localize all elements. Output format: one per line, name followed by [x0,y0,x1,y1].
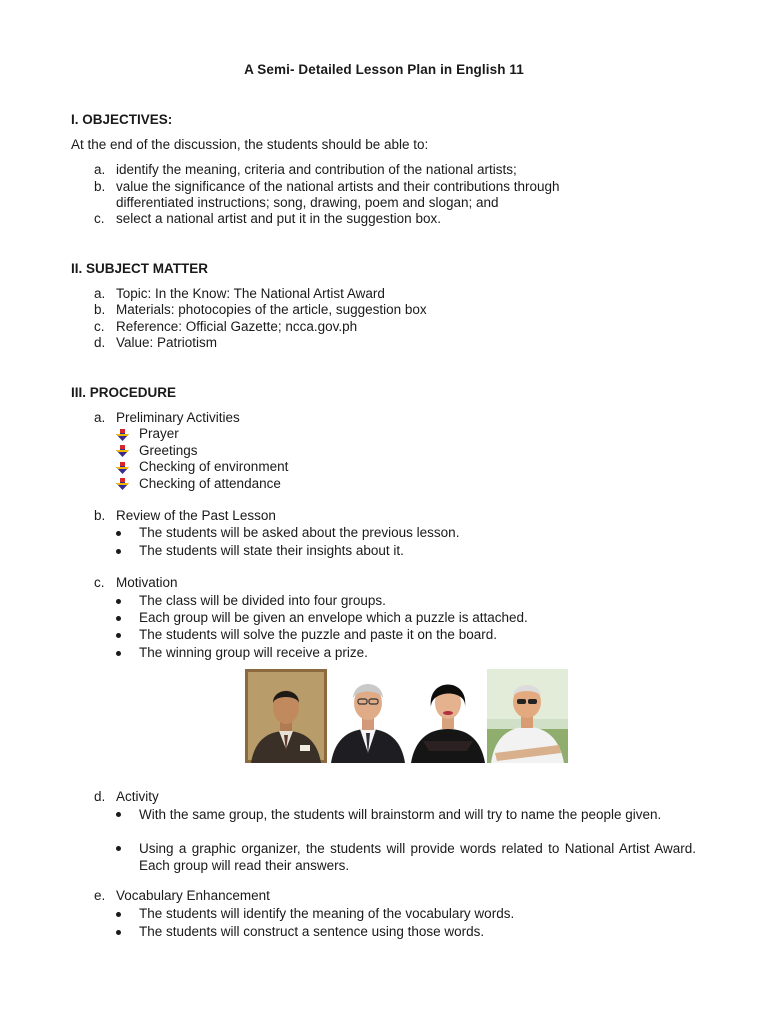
artist-photo-man-suit [327,669,409,763]
objective-item-b-line2: differentiated instructions; song, drawing, poem and slogan; and [116,195,499,210]
motivation-item: Each group will be given an envelope which a puzzle is attached. [139,610,528,625]
list-marker: a. [94,410,106,425]
document-title: A Semi- Detailed Lesson Plan in English 11 [244,62,524,77]
bullet-dot [116,846,121,851]
arrow-bullet-icon [116,429,129,441]
arrow-bullet-icon [116,462,129,474]
objective-item-c: select a national artist and put it in the suggestion box. [116,211,441,226]
list-marker: b. [94,302,106,317]
procedure-heading: III. PROCEDURE [71,385,177,400]
list-marker: c. [94,211,105,226]
list-marker: a. [94,286,106,301]
list-marker: a. [94,162,106,177]
list-marker: b. [94,508,106,523]
motivation-title: Motivation [116,575,178,590]
preliminary-item: Prayer [139,426,179,441]
subject-value: Value: Patriotism [116,335,218,350]
bullet-dot [116,651,121,656]
preliminary-item: Greetings [139,443,198,458]
bullet-dot [116,549,121,554]
objectives-heading: I. OBJECTIVES: [71,112,173,127]
list-marker: e. [94,888,106,903]
motivation-item: The class will be divided into four groups. [139,593,386,608]
objective-item-b-line1: value the significance of the national artists and their contributions through [116,179,560,194]
list-marker: b. [94,179,106,194]
arrow-bullet-icon [116,478,129,490]
bullet-dot [116,812,121,817]
subject-topic: Topic: In the Know: The National Artist Award [116,286,385,301]
preliminary-item: Checking of attendance [139,476,281,491]
list-marker: d. [94,789,106,804]
review-item: The students will be asked about the previous lesson. [139,525,460,540]
review-title: Review of the Past Lesson [116,508,276,523]
bullet-dot [116,633,121,638]
list-marker: c. [94,575,105,590]
bullet-dot [116,599,121,604]
artist-photo-woman [409,669,487,763]
vocabulary-item: The students will identify the meaning of the vocabulary words. [139,906,515,921]
bullet-dot [116,531,121,536]
activity-item: Using a graphic organizer, the students will provide words related to National Artist Award. Each group will read their answers. [139,841,696,873]
list-marker: c. [94,319,105,334]
list-marker: d. [94,335,106,350]
preliminary-title: Preliminary Activities [116,410,240,425]
artist-photo-man-white-shirt [487,669,568,763]
vocabulary-title: Vocabulary Enhancement [116,888,270,903]
bullet-dot [116,616,121,621]
vocabulary-item: The students will construct a sentence using those words. [139,924,485,939]
motivation-item: The students will solve the puzzle and paste it on the board. [139,627,497,642]
objectives-intro: At the end of the discussion, the students should be able to: [71,137,429,152]
subject-materials: Materials: photocopies of the article, suggestion box [116,302,427,317]
activity-item: With the same group, the students will brainstorm and will try to name the people given. [139,807,662,822]
motivation-item: The winning group will receive a prize. [139,645,368,660]
subject-matter-heading: II. SUBJECT MATTER [71,261,209,276]
preliminary-item: Checking of environment [139,459,289,474]
objective-item-a: identify the meaning, criteria and contribution of the national artists; [116,162,517,177]
subject-reference: Reference: Official Gazette; ncca.gov.ph [116,319,358,334]
review-item: The students will state their insights about it. [139,543,404,558]
bullet-dot [116,912,121,917]
bullet-dot [116,930,121,935]
artist-portrait-painting [245,669,327,763]
national-artists-photos [245,669,568,763]
activity-title: Activity [116,789,159,804]
arrow-bullet-icon [116,445,129,457]
